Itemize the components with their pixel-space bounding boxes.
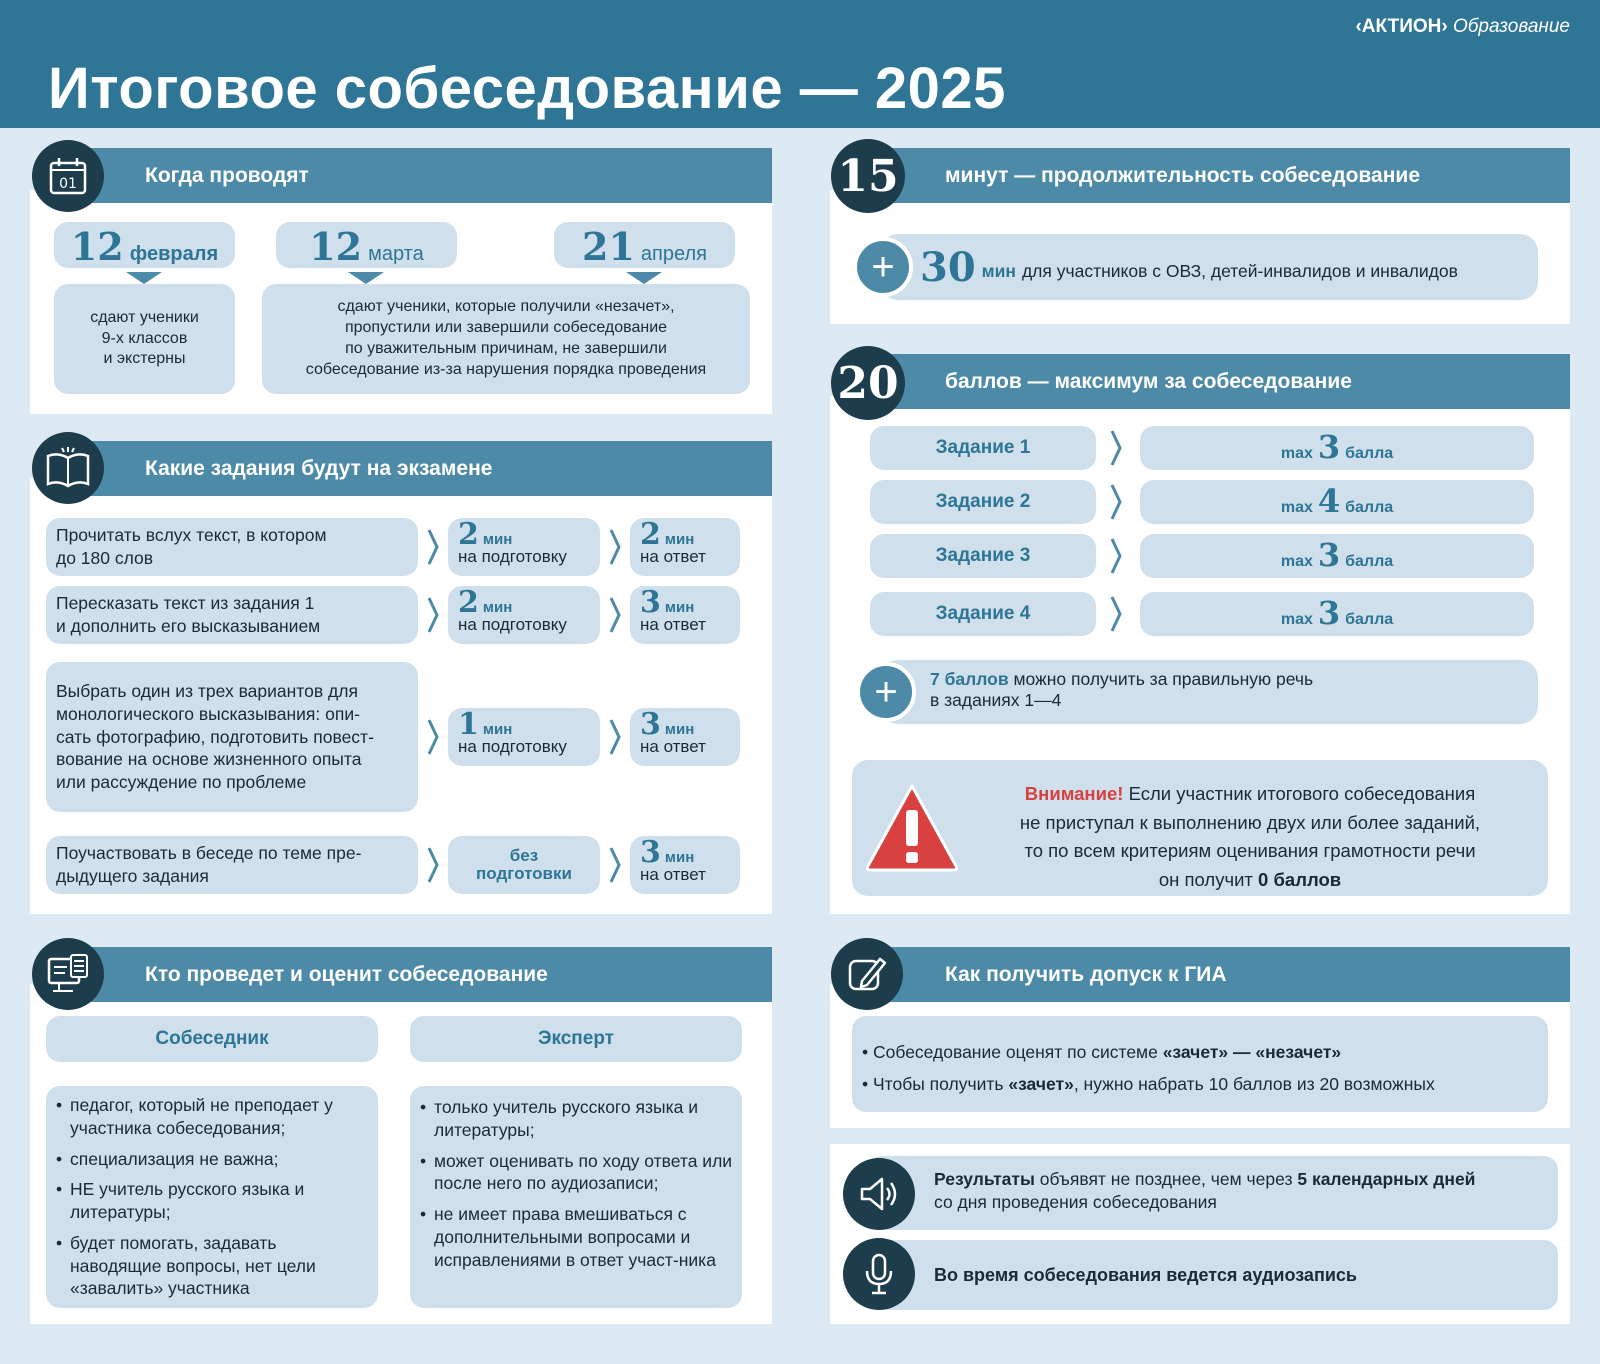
- audio-pill: Во время собеседования ведется аудиозапись: [868, 1240, 1558, 1310]
- logo: ‹АКТИОН› Образование: [1355, 16, 1570, 37]
- score-max-2: max 4 балла: [1140, 480, 1534, 524]
- speaker-icon: [843, 1158, 915, 1230]
- score-max-1: max 3 балла: [1140, 426, 1534, 470]
- list-item: • НЕ учитель русского языка и литературы;: [56, 1178, 370, 1224]
- plus-icon: +: [853, 237, 913, 297]
- caret: [126, 272, 162, 284]
- chevron-right-icon: [609, 718, 621, 756]
- extra-time-pill: 30 мин для участников с ОВЗ, детей-инвалидов и инвалидов: [880, 234, 1538, 300]
- chevron-right-icon: [427, 718, 439, 756]
- score-header: баллов — максимум за собеседование: [850, 354, 1570, 409]
- task-row-4: Поучаствовать в беседе по теме пре- дыдущего задания: [46, 836, 418, 894]
- chevron-right-icon: [1110, 483, 1122, 521]
- svg-text:01: 01: [59, 176, 77, 192]
- score-max-4: max 3 балла: [1140, 592, 1534, 636]
- gia-header: Как получить допуск к ГИА: [850, 947, 1570, 1002]
- list-item: • не имеет права вмешиваться с дополнительными вопросами и исправлениями в ответ участ-ника: [420, 1203, 734, 1271]
- chevron-right-icon: [427, 596, 439, 634]
- answer-time-4: 3 мин на ответ: [630, 836, 740, 894]
- results-pill: Результаты объявят не позднее, чем через 5 календарных дней со дня проведения собеседования: [868, 1156, 1558, 1230]
- list-item: • Собеседование оценят по системе «зачет» — «незачет»: [862, 1042, 1342, 1062]
- plus-icon: +: [856, 662, 916, 722]
- list-item: • педагог, который не преподает у участника собеседования;: [56, 1094, 370, 1140]
- page-title: Итоговое собеседование — 2025: [48, 56, 1006, 121]
- score-max-3: max 3 балла: [1140, 534, 1534, 578]
- duration-number: 15: [831, 139, 905, 213]
- warning-icon: [864, 782, 960, 872]
- info-mar-apr: сдают ученики, которые получили «незачет», пропустили или завершили собеседование по уважительным причинам, не завершили собеседование из-за нарушения порядка проведения: [262, 284, 750, 394]
- checklist-icon: [32, 938, 104, 1010]
- prep-time-4: без подготовки: [448, 836, 600, 894]
- task-row-1: Прочитать вслух текст, в котором до 180 слов: [46, 518, 418, 576]
- duration-header: минут — продолжительность собеседование: [850, 148, 1570, 203]
- microphone-icon: [843, 1238, 915, 1310]
- info-feb: сдают ученики 9-х классов и экстерны: [54, 284, 235, 394]
- list-item: • только учитель русского языка и литературы;: [420, 1096, 734, 1142]
- list-item: • будет помогать, задавать наводящие вопросы, нет цели «завалить» участника: [56, 1232, 370, 1300]
- when-header: Когда проводят: [50, 148, 772, 203]
- answer-time-1: 2 мин на ответ: [630, 518, 740, 576]
- chevron-right-icon: [1110, 429, 1122, 467]
- chevron-right-icon: [1110, 537, 1122, 575]
- score-task-3: Задание 3: [870, 534, 1096, 578]
- chevron-right-icon: [427, 846, 439, 884]
- interlocutor-header: Собеседник: [46, 1016, 378, 1062]
- caret: [348, 272, 384, 284]
- book-icon: [32, 432, 104, 504]
- date-feb: 12 февраля: [54, 222, 235, 268]
- bonus-pill: 7 баллов можно получить за правильную речь в заданиях 1—4: [880, 660, 1538, 724]
- interlocutor-list: [46, 1086, 378, 1308]
- calendar-icon: [32, 140, 104, 212]
- warning-text: Внимание! Если участник итогового собеседования не приступал к выполнению двух или более заданий, то по всем критериям оценивания грамотности речи он получит 0 баллов: [1019, 783, 1481, 891]
- list-item: • специализация не важна;: [56, 1148, 370, 1171]
- prep-time-2: 2 мин на подготовку: [448, 586, 600, 644]
- chevron-right-icon: [1110, 595, 1122, 633]
- answer-time-3: 3 мин на ответ: [630, 708, 740, 766]
- header: [0, 0, 1600, 128]
- gia-box: [852, 1016, 1548, 1112]
- chevron-right-icon: [609, 596, 621, 634]
- caret: [626, 272, 662, 284]
- expert-list: [410, 1086, 742, 1308]
- who-header: Кто проведет и оценит собеседование: [50, 947, 772, 1002]
- date-apr: 21 апреля: [554, 222, 735, 268]
- answer-time-2: 3 мин на ответ: [630, 586, 740, 644]
- prep-time-3: 1 мин на подготовку: [448, 708, 600, 766]
- task-row-2: Пересказать текст из задания 1 и дополнить его высказыванием: [46, 586, 418, 644]
- expert-header: Эксперт: [410, 1016, 742, 1062]
- date-mar: 12 марта: [276, 222, 457, 268]
- list-item: • Чтобы получить «зачет», нужно набрать 10 баллов из 20 возможных: [862, 1074, 1435, 1095]
- pencil-icon: [831, 938, 903, 1010]
- chevron-right-icon: [609, 846, 621, 884]
- tasks-header: Какие задания будут на экзамене: [50, 441, 772, 496]
- score-number: 20: [831, 346, 905, 420]
- score-task-4: Задание 4: [870, 592, 1096, 636]
- task-row-3: Выбрать один из трех вариантов для монологического высказывания: опи- сать фотографию, подготовить повест- вование на основе жизненного опыта или рассуждение по проблеме: [46, 662, 418, 812]
- chevron-right-icon: [609, 528, 621, 566]
- score-task-1: Задание 1: [870, 426, 1096, 470]
- prep-time-1: 2 мин на подготовку: [448, 518, 600, 576]
- chevron-right-icon: [427, 528, 439, 566]
- list-item: • может оценивать по ходу ответа или после него по аудиозаписи;: [420, 1150, 734, 1196]
- score-task-2: Задание 2: [870, 480, 1096, 524]
